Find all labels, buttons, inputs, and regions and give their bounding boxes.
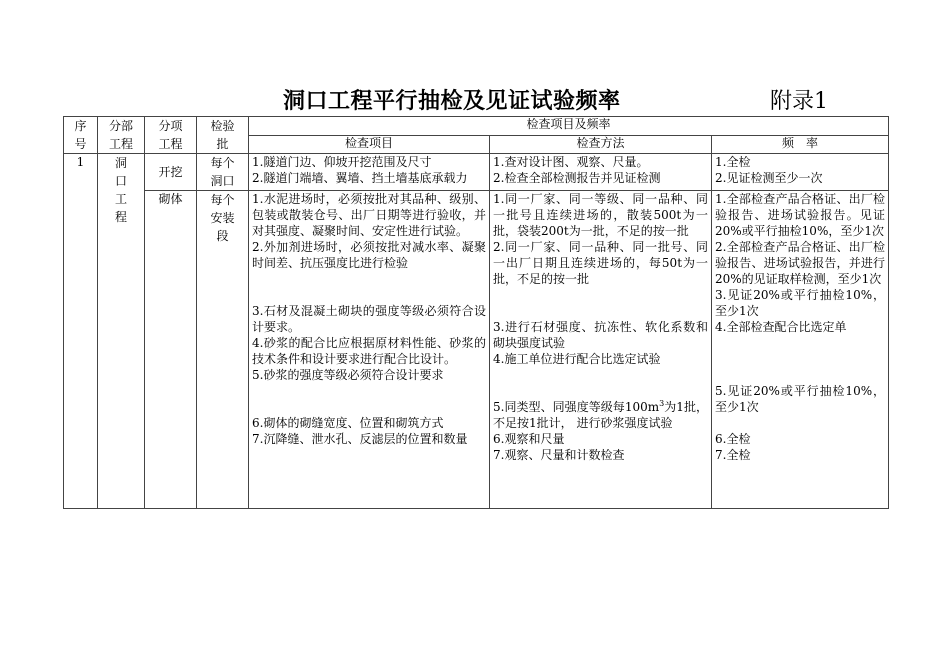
row-masonry <box>64 191 889 509</box>
items-excavation: 1.隧道门边、仰坡开挖范围及尺寸 2.隧道门端墙、翼墙、挡土墙基底承载力 <box>249 154 490 191</box>
frequencies-excavation: 1.全检 2.见证检测至少一次 <box>712 154 889 191</box>
header-subdivision: 分项工程 <box>145 117 197 154</box>
document-title: 洞口工程平行抽检及见证试验频率 <box>283 89 621 114</box>
batch-masonry: 每个安装段 <box>197 191 249 509</box>
header-frequency: 频 率 <box>712 135 889 154</box>
division-name: 洞 口 工 程 <box>98 154 145 509</box>
header-group: 检查项目及频率 <box>249 117 889 136</box>
methods-masonry: 1.同一厂家、同一等级、同一品种、同一批号且连续进场的，散装500t为一批，袋装200t为一批，不足的按一批 2.同一厂家、同一品种、同一批号、同一出厂日期且连续进场的，每50t为一批，不足的按一批 3.进行石材强度、抗冻性、软化系数和砌块强度试验 4.施工单位进行配合比选定试验 5.同类型、同强度等级每$100m^3$为1批，不足按1批计， 进行砂浆强度试验 6.观察和尺量 7.观察、尺量和计数检查 <box>490 191 712 509</box>
header-batch: 检验批 <box>197 117 249 154</box>
header-item: 检查项目 <box>249 135 490 154</box>
frequencies-masonry: 1.全部检查产品合格证、出厂检验报告、进场试验报告。见证20%或平行抽检10%，至少1次 2.全部检查产品合格证、出厂检验报告、进场试验报告，并进行20%的见证取样检测，至少1次 3.见证20%或平行抽检10%，至少1次 4.全部检查配合比选定单 5.见证20%或平行抽检10%，至少1次 6.全检 7.全检 <box>712 191 889 509</box>
subdivision-excavation: 开挖 <box>145 154 197 191</box>
row-excavation <box>64 154 889 191</box>
header-division: 分部工程 <box>98 117 145 154</box>
header-row-1 <box>64 117 889 136</box>
appendix-label: 附录1 <box>770 89 828 114</box>
header-seq: 序号 <box>64 117 98 154</box>
header-method: 检查方法 <box>490 135 712 154</box>
batch-excavation: 每个洞口 <box>197 154 249 191</box>
methods-excavation: 1.查对设计图、观察、尺量。 2.检查全部检测报告并见证检测 <box>490 154 712 191</box>
subdivision-masonry: 砌体 <box>145 191 197 509</box>
items-masonry: 1.水泥进场时，必须按批对其品种、级别、包装或散装仓号、出厂日期等进行验收，并对其强度、凝聚时间、安定性进行试验。 2.外加剂进场时，必须按批对减水率、凝聚时间差、抗压强度比进行检验 3.石材及混凝土砌块的强度等级必须符合设计要求。 4.砂浆的配合比应根据原材料性能、砂浆的技术条件和设计要求进行配合比设计。 5.砂浆的强度等级必须符合设计要求 6.砌体的砌缝宽度、位置和砌筑方式 7.沉降缝、泄水孔、反滤层的位置和数量 <box>249 191 490 509</box>
row-seq: 1 <box>64 154 98 509</box>
inspection-table <box>63 116 889 509</box>
